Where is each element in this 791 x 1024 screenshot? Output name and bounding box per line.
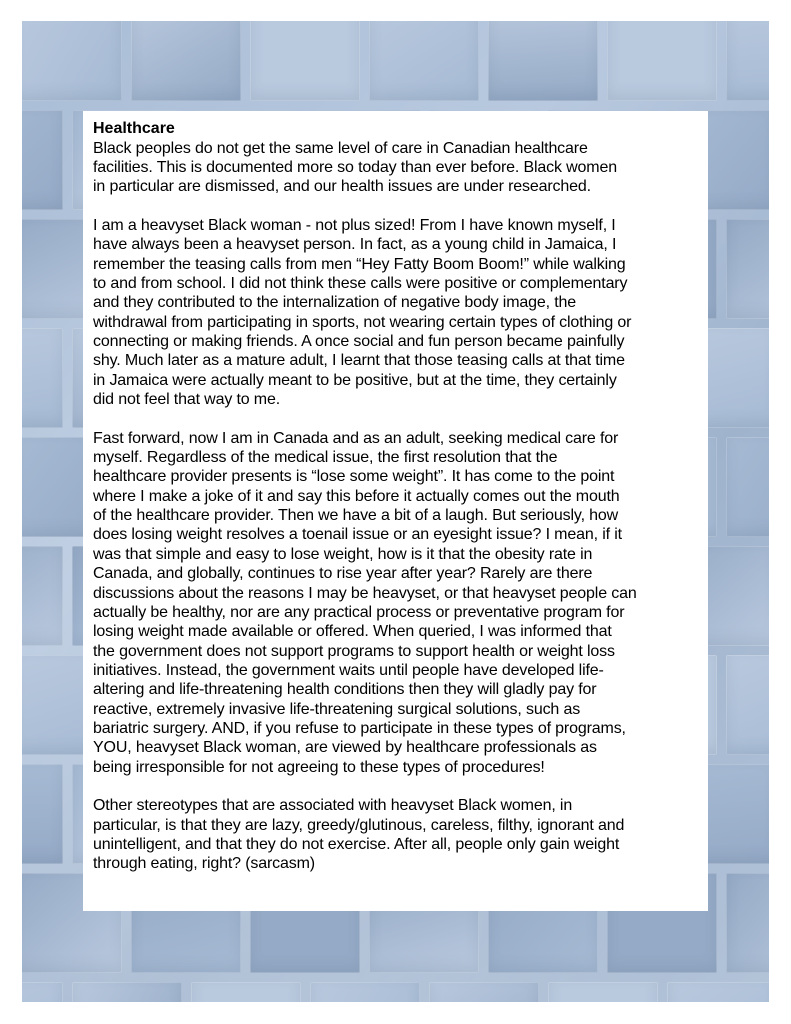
- wall-tile: [191, 982, 301, 1002]
- wall-tile: [607, 21, 717, 101]
- wall-tile: [22, 982, 63, 1002]
- wall-tile: [72, 982, 182, 1002]
- wall-tile: [22, 546, 63, 646]
- wall-tile: [22, 764, 63, 864]
- paragraph-2: I am a heavyset Black woman - not plus sized! From I have known myself, I have always been a heavyset person. In fact, as a young child in Jamaica, I remember the teasing calls from men “Hey Fatty Boom Boom!” while walking to and from school. I did not think these calls were positive or complementary and they contributed to the internalization of negative body image, the withdrawal from participating in sports, not wearing certain types of clothing or connecting or making friends. A once social and fun person became painfully shy. Much later as a mature adult, I learnt that those teasing calls at that time in Jamaica were actually meant to be positive, but at the time, they certainly did not feel that way to me.: [93, 216, 632, 409]
- wall-tile: [488, 21, 598, 101]
- wall-tile: [548, 982, 658, 1002]
- paragraph-4: Other stereotypes that are associated with heavyset Black women, in particular, is that they are lazy, greedy/glutinous, careless, filthy, ignorant and unintelligent, and that they do not exercise. After all, people only gain weight through eating, right? (sarcasm): [93, 797, 625, 873]
- wall-tile: [310, 982, 420, 1002]
- wall-tile: [22, 21, 122, 101]
- wall-tile: [22, 328, 63, 428]
- wall-tile: [131, 21, 241, 101]
- wall-tile: [726, 21, 769, 101]
- wall-tile: [726, 655, 769, 755]
- wall-tile: [429, 982, 539, 1002]
- wall-tile: [22, 110, 63, 210]
- paragraph-1: Black peoples do not get the same level of care in Canadian healthcare facilities. This is documented more so today than ever before. Black women in particular are dismissed, and our health issues are under researched.: [93, 139, 617, 196]
- wall-tile: [667, 982, 770, 1002]
- wall-tile: [726, 873, 769, 973]
- text-panel: [83, 111, 708, 911]
- wall-tile: [726, 437, 769, 537]
- section-heading: Healthcare: [93, 120, 175, 137]
- wall-tile: [369, 21, 479, 101]
- wall-tile: [250, 21, 360, 101]
- paragraph-3: Fast forward, now I am in Canada and as an adult, seeking medical care for myself. Regardless of the medical issue, the first resolution that the healthcare provider presents is “lose some weight”. It has come to the point where I make a joke of it and say this before it actually comes out the mouth of the healthcare provider. Then we have a bit of a laugh. But seriously, how does losing weight resolves a toenail issue or an eyesight issue? I mean, if it was that simple and easy to lose weight, how is it that the obesity rate in Canada, and globally, continues to rise year after year? Rarely are there discussions about the reasons I may be heavyset, or that heavyset people can actually be healthy, nor are any practical process or preventative program for losing weight made available or offered. When queried, I was informed that the government does not support programs to support health or weight loss initiatives. Instead, the government waits until people have developed life- altering and life-threatening health conditions then they will gladly pay for reactive, extremely invasive life-threatening surgical solutions, such as bariatric surgery. AND, if you refuse to participate in these types of programs, YOU, heavyset Black woman, are viewed by healthcare professionals as being irresponsible for not agreeing to these types of procedures!: [93, 429, 637, 776]
- wall-tile: [726, 219, 769, 319]
